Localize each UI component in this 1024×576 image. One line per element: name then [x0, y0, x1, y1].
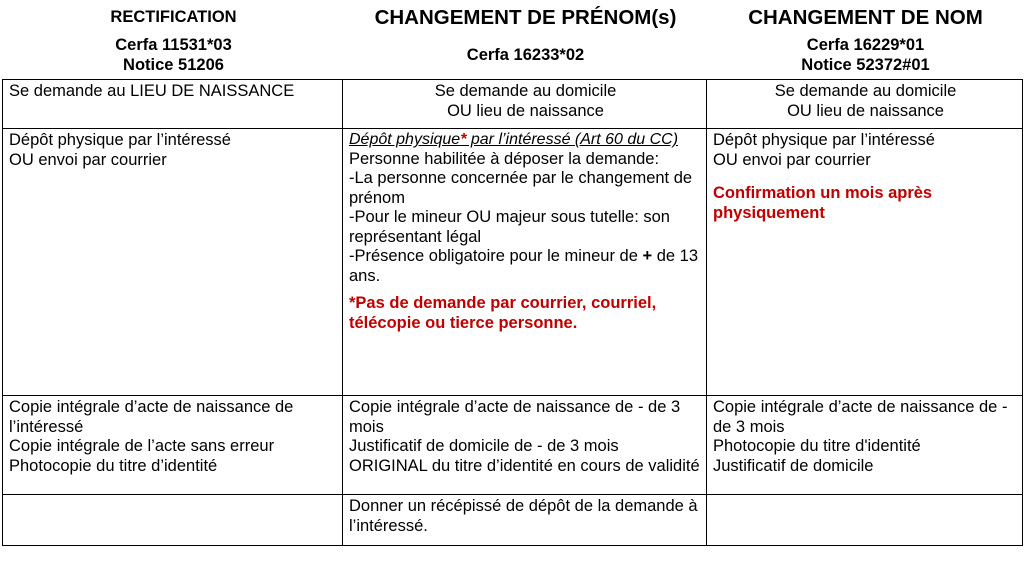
text-line: Dépôt physique par l’intéressé: [713, 131, 935, 150]
text-line: Justificatif de domicile: [713, 456, 874, 475]
text-line: Personne habilitée à déposer la demande:: [349, 150, 660, 168]
cell-docs-prenom: [343, 396, 707, 495]
column-header-changement-nom: CHANGEMENT DE NOM: [748, 6, 983, 29]
table-header-row: [3, 4, 1023, 34]
column-header-changement-prenom: CHANGEMENT DE PRÉNOM(s): [374, 6, 677, 29]
text-line: Donner un récépissé de dépôt de la demande à l’intéressé.: [349, 497, 698, 535]
text-line-age: [349, 247, 702, 286]
warning-text: Confirmation un mois après physiquement: [713, 184, 933, 222]
text-line: Se demande au domicile: [434, 82, 617, 101]
cerfa-number: Cerfa 11531*03: [115, 36, 232, 55]
text-line: Dépôt physique par l’intéressé: [9, 131, 231, 150]
table-cerfa-row: [3, 34, 1023, 79]
text-line: ORIGINAL du titre d’identité en cours de validité: [349, 456, 700, 475]
text-line: Copie intégrale d’acte de naissance de l’intéressé: [9, 398, 294, 436]
cell-how-rectification: [3, 129, 343, 396]
text-line: Se demande au domicile: [774, 82, 957, 101]
age-prefix: +: [642, 247, 653, 266]
how-title: [349, 131, 702, 150]
text-line: Copie intégrale d’acte de naissance de - de 3 mois: [349, 398, 681, 436]
text-line: -La personne concernée par le changement de prénom: [349, 169, 693, 207]
cerfa-notice: Notice 52372#01: [801, 55, 930, 74]
text-line: Se demande au LIEU DE NAISSANCE: [9, 82, 295, 101]
text-line: Photocopie du titre d’identité: [9, 456, 218, 475]
text-line: OU envoi par courrier: [713, 150, 871, 169]
text-line: OU lieu de naissance: [787, 101, 944, 120]
cerfa-rectification: [3, 34, 343, 79]
cerfa-changement-nom: [707, 34, 1023, 79]
warning-text: *Pas de demande par courrier, courriel, télécopie ou tierce personne.: [349, 294, 657, 332]
cell-receipt-nom: [707, 495, 1023, 546]
table-row: [3, 396, 1023, 495]
age-rest: de 13 ans.: [349, 247, 699, 285]
cell-how-prenom: [343, 129, 707, 396]
cerfa-number: Cerfa 16229*01: [806, 36, 925, 55]
table-row: [3, 80, 1023, 129]
text-line: Photocopie du titre d'identité: [713, 437, 921, 456]
text-line: OU envoi par courrier: [9, 150, 167, 169]
cerfa-notice: Notice 51206: [123, 55, 224, 74]
text-line: OU lieu de naissance: [447, 101, 604, 120]
cerfa-changement-prenom: [343, 34, 707, 79]
cell-where-rectification: [3, 80, 343, 129]
cerfa-number: Cerfa 16233*02: [466, 45, 585, 64]
cell-receipt-rectification: [3, 495, 343, 546]
how-title-main: Dépôt physique: [349, 131, 461, 149]
comparison-table: [2, 4, 1023, 546]
text-line: -Pour le mineur OU majeur sous tutelle: son représentant légal: [349, 208, 670, 246]
cell-how-nom: [707, 129, 1023, 396]
how-title-rest: par l’intéressé (Art 60 du CC): [466, 131, 679, 149]
cell-where-nom: [707, 80, 1023, 129]
asterisk-marker: *: [460, 131, 467, 149]
table-row: [3, 495, 1023, 546]
table-row: [3, 129, 1023, 396]
cell-docs-rectification: [3, 396, 343, 495]
text-line: Copie intégrale de l’acte sans erreur: [9, 437, 275, 456]
text-line: Copie intégrale d’acte de naissance de - de 3 mois: [713, 398, 1008, 436]
text-line: Justificatif de domicile de - de 3 mois: [349, 437, 619, 456]
column-header-rectification: RECTIFICATION: [110, 8, 237, 27]
cell-receipt-prenom: [343, 495, 707, 546]
text-line: -Présence obligatoire pour le mineur de: [349, 247, 638, 266]
cell-where-prenom: [343, 80, 707, 129]
cell-docs-nom: [707, 396, 1023, 495]
